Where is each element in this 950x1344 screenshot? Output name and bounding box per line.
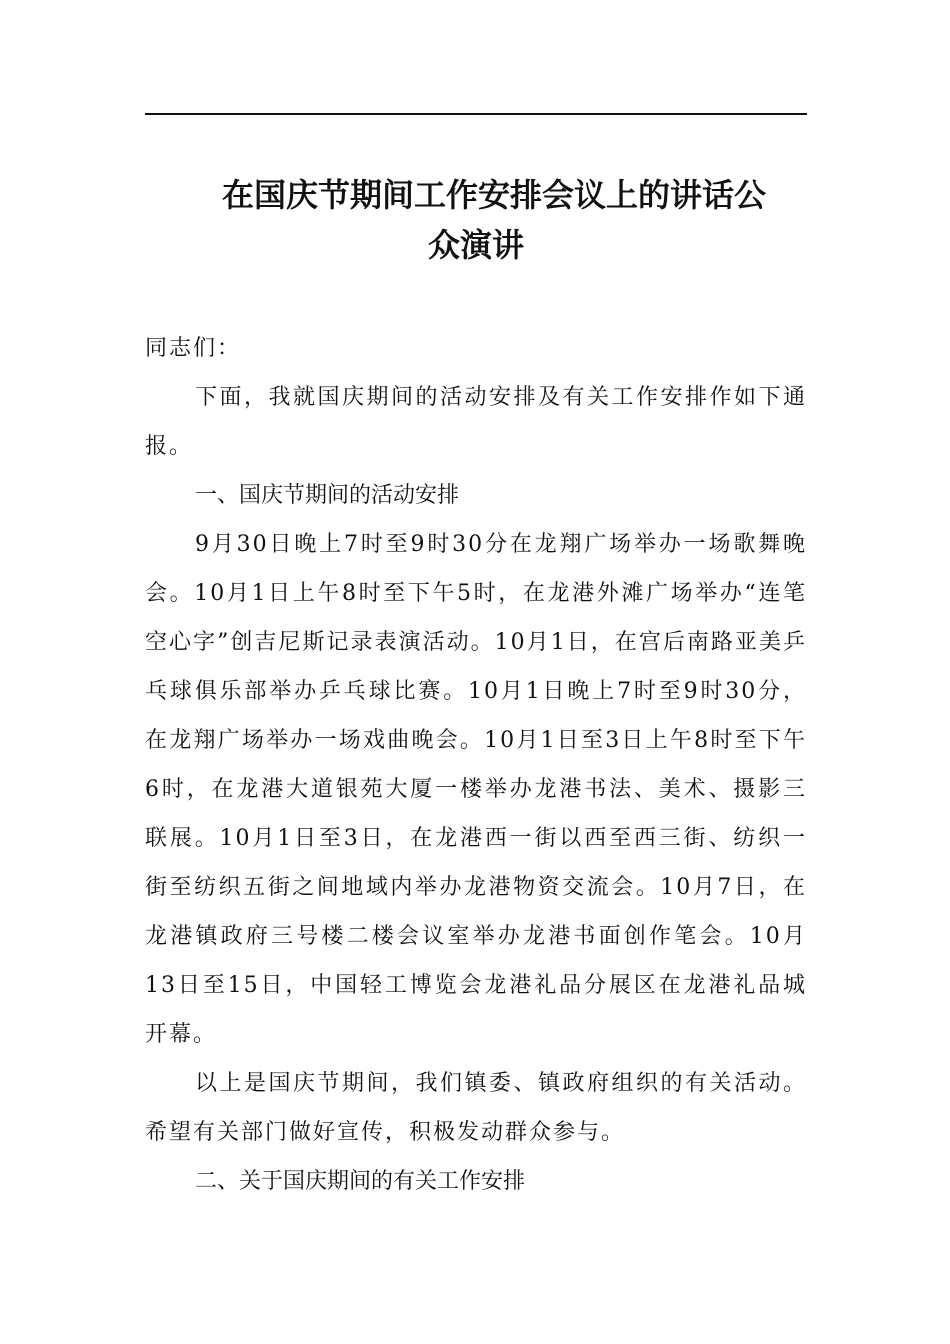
title-line-2: 众演讲: [427, 226, 524, 264]
section-1-heading: 一、国庆节期间的活动安排: [195, 483, 460, 508]
header-rule: [145, 113, 807, 115]
document-title: [145, 170, 807, 270]
document-body: [145, 324, 807, 1206]
intro-paragraph: 下面，我就国庆期间的活动安排及有关工作安排作如下通报。: [145, 385, 807, 459]
title-line-1: 在国庆节期间工作安排会议上的讲话公: [221, 176, 766, 214]
section-2-heading: 二、关于国庆期间的有关工作安排: [195, 1169, 526, 1194]
greeting: 同志们：: [145, 336, 242, 361]
section-1-closing-paragraph: 以上是国庆节期间，我们镇委、镇政府组织的有关活动。希望有关部门做好宣传，积极发动群众参与。: [145, 1071, 807, 1145]
section-1-paragraph: 9月30日晚上7时至9时30分在龙翔广场举办一场歌舞晚会。10月1日上午8时至下午5时，在龙港外滩广场举办“连笔空心字”创吉尼斯记录表演活动。10月1日，在宫后南路亚美乒乓球俱乐部举办乒乓球比赛。10月1日晚上7时至9时30分，在龙翔广场举办一场戏曲晚会。10月1日至3日上午8时至下午6时，在龙港大道银苑大厦一楼举办龙港书法、美术、摄影三联展。10月1日至3日，在龙港西一街以西至西三街、纺织一街至纺织五街之间地域内举办龙港物资交流会。10月7日，在龙港镇政府三号楼二楼会议室举办龙港书面创作笔会。10月13日至15日，中国轻工博览会龙港礼品分展区在龙港礼品城开幕。: [145, 532, 807, 1047]
